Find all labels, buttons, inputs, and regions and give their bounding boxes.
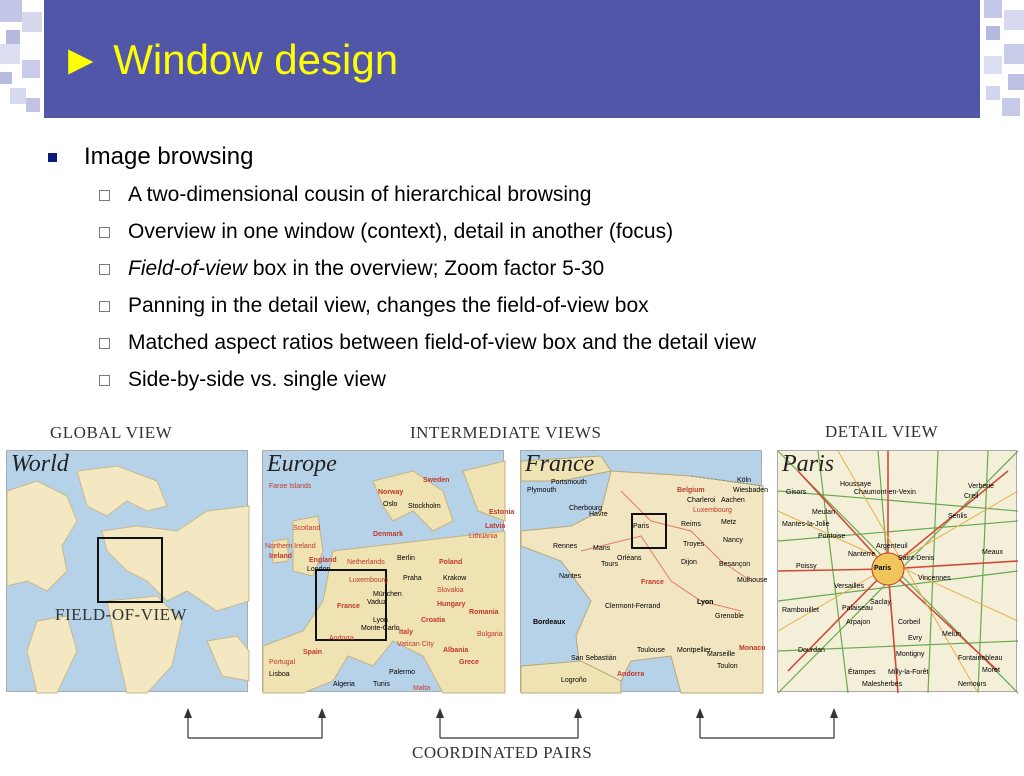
city-label: Vatican City (397, 641, 434, 648)
city-label: London (307, 566, 331, 573)
city-label: Toulouse (637, 647, 666, 654)
france-title: France (525, 451, 595, 477)
city-label: München (373, 591, 402, 598)
city-label: Poland (439, 559, 463, 566)
arrowhead-icon (696, 708, 704, 718)
city-label: Étampes (848, 669, 876, 676)
pair-link-middle (440, 716, 578, 738)
slide-title: ► Window design (60, 36, 399, 83)
sub-bullet-text: box in the overview; Zoom factor 5-30 (247, 257, 605, 280)
city-label: Reims (681, 521, 701, 528)
city-label: Bulgaria (477, 631, 503, 638)
city-label: Algeria (333, 681, 355, 688)
city-label: Norway (378, 489, 404, 496)
city-label: Dijon (681, 559, 697, 566)
city-label: Mantes-la-Jolie (782, 521, 830, 528)
city-label: Italy (399, 629, 414, 636)
city-label: Monaco (739, 645, 766, 652)
city-label: Arpajon (846, 619, 871, 626)
detail-view-label: DETAIL VIEW (825, 422, 939, 441)
city-label: Saclay (870, 599, 892, 606)
city-label: Luxembourg (693, 507, 732, 514)
city-label: Cherbourg (569, 505, 603, 512)
city-label: Andorra (329, 635, 354, 642)
city-label: Nancy (723, 537, 743, 544)
hollow-square-bullet-icon (99, 375, 110, 386)
city-label: Meaux (982, 549, 1004, 556)
city-label: Nantes (559, 573, 582, 580)
city-label: Romania (469, 609, 499, 616)
city-label: Krakow (443, 575, 467, 582)
city-label: Praha (403, 575, 422, 582)
city-label: Besançon (719, 561, 751, 568)
europe-title: Europe (267, 451, 337, 477)
city-label: Nemours (958, 681, 987, 688)
sub-bullet-text: Overview in one window (context), detail in another (focus) (128, 220, 674, 243)
city-label: Wiesbaden (733, 487, 769, 494)
hollow-square-bullet-icon (99, 227, 110, 238)
field-of-view-box (631, 513, 667, 549)
city-label: Palaiseau (842, 605, 873, 612)
city-label: Northern Ireland (265, 543, 316, 550)
world-title: World (11, 451, 69, 477)
city-label: Stockholm (408, 503, 441, 510)
sub-bullet (44, 250, 984, 287)
city-label: Senlis (948, 513, 968, 520)
city-label: Hungary (437, 601, 466, 608)
sub-bullet-text: Matched aspect ratios between field-of-view box and the detail view (128, 331, 757, 354)
city-label: Albania (443, 647, 469, 654)
city-label: Logroño (561, 677, 587, 684)
city-label: Argenteuil (876, 543, 908, 550)
city-label: Belgium (677, 487, 705, 494)
sub-bullet (44, 361, 984, 398)
city-label: Portsmouth (551, 479, 587, 486)
city-label: Melun (942, 631, 962, 638)
hollow-square-bullet-icon (99, 301, 110, 312)
city-label: Grenoble (715, 613, 744, 620)
hollow-square-bullet-icon (99, 190, 110, 201)
city-label: Rambouillet (782, 607, 819, 614)
city-label: Montigny (896, 651, 925, 658)
france-map (520, 450, 769, 692)
city-label: Montpellier (677, 647, 712, 654)
city-label: Corbeil (898, 619, 921, 626)
city-label: Paris (633, 523, 649, 530)
city-label: Metz (721, 519, 737, 526)
city-label: Havre (589, 511, 608, 518)
paris-map (777, 450, 1017, 692)
city-label: Meulan (812, 509, 835, 516)
sub-bullet-text: Panning in the detail view, changes the field-of-view box (128, 294, 649, 317)
sub-bullet-text: Side-by-side vs. single view (128, 368, 386, 391)
city-label: Berlin (397, 555, 415, 562)
city-label: Köln (737, 477, 752, 484)
bullet-main (44, 140, 984, 174)
city-label: France (641, 579, 664, 586)
city-label: Moret (982, 667, 1000, 674)
city-label: Dourdan (798, 647, 825, 654)
city-label: Bordeaux (533, 619, 566, 626)
sub-bullet-italic: Field-of-view (128, 257, 248, 280)
city-label: Saint-Denis (898, 555, 935, 562)
city-label: Lyon (373, 617, 388, 624)
city-label: Verberie (968, 483, 995, 490)
arrowhead-icon (436, 708, 444, 718)
city-label: Latvia (485, 523, 506, 530)
city-label: Clermont-Ferrand (605, 603, 661, 610)
arrowhead-icon (830, 708, 838, 718)
city-label: Nanterre (848, 551, 876, 558)
hollow-square-bullet-icon (99, 338, 110, 349)
bullet-list (44, 140, 984, 398)
city-label: Lithuania (469, 533, 498, 540)
city-label: Palermo (389, 669, 416, 676)
city-label: Creil (964, 493, 979, 500)
city-label: Spain (303, 649, 323, 656)
city-label: Evry (908, 635, 922, 642)
city-label: Marseille (707, 651, 736, 658)
arrowhead-icon (318, 708, 326, 718)
field-of-view-box (97, 537, 163, 603)
paris-title: Paris (782, 451, 835, 477)
city-label: Andorra (617, 671, 645, 678)
sub-bullet (44, 213, 984, 250)
city-label: Troyes (683, 541, 705, 548)
city-label: Grece (459, 659, 479, 666)
city-label: Slovakia (437, 587, 464, 594)
city-label: Toulon (717, 663, 738, 670)
sub-bullet-text: A two-dimensional cousin of hierarchical browsing (128, 183, 592, 206)
city-label: Aachen (721, 497, 745, 504)
city-label: Chaumont-en-Vexin (854, 489, 916, 496)
arrowhead-icon (574, 708, 582, 718)
city-label: Mans (593, 545, 611, 552)
city-label: Luxembourg (349, 577, 388, 584)
pair-link-right (700, 716, 834, 738)
city-label: England (309, 557, 337, 564)
hollow-square-bullet-icon (99, 264, 110, 275)
sub-bullet (44, 176, 984, 213)
city-label: San Sebastián (571, 655, 617, 662)
city-label: Netherlands (347, 559, 385, 566)
world-map (6, 450, 248, 692)
intermediate-views-label: INTERMEDIATE VIEWS (410, 423, 602, 442)
city-label: Rennes (553, 543, 578, 550)
city-label: France (337, 603, 360, 610)
city-label: Tours (601, 561, 619, 568)
city-label: Malta (413, 685, 431, 692)
city-label: Faroe Islands (269, 483, 312, 490)
city-label: Portugal (269, 659, 296, 666)
city-label: Charleroi (687, 497, 716, 504)
pair-link-left (188, 716, 322, 738)
sub-bullet (44, 324, 984, 361)
city-label: Tunis (373, 681, 390, 688)
bullet-main-text: Image browsing (84, 143, 254, 170)
city-label: Ireland (269, 553, 292, 560)
city-label: Croatia (421, 617, 446, 624)
city-label: Milly-la-Forêt (888, 669, 929, 676)
europe-map (262, 450, 515, 692)
city-label: Malesherbes (862, 681, 903, 688)
city-label: Pontoise (818, 533, 846, 540)
city-label: Poissy (796, 563, 817, 570)
global-view-label: GLOBAL VIEW (50, 423, 173, 442)
city-label: Estonia (489, 509, 515, 516)
square-bullet-icon (48, 153, 57, 162)
city-label: Scotland (293, 525, 321, 532)
arrowhead-icon (184, 708, 192, 718)
city-label: Sweden (423, 477, 450, 484)
city-label: Plymouth (527, 487, 557, 494)
city-label: Mulhouse (737, 577, 768, 584)
city-label: Vincennes (918, 575, 951, 582)
city-label: Versailles (834, 583, 864, 590)
city-label: Houssaye (840, 481, 872, 488)
city-label: Fontainebleau (958, 655, 1003, 662)
city-label: Vaduz (367, 599, 387, 606)
city-label: Paris (874, 565, 892, 572)
city-label: Lisboa (269, 671, 290, 678)
sub-bullet (44, 287, 984, 324)
title-bar (44, 0, 980, 118)
city-label: Denmark (373, 531, 403, 538)
city-label: Gisors (786, 489, 807, 496)
coordinated-pairs-arrows (0, 696, 1024, 776)
city-label: Oslo (383, 501, 398, 508)
coordinated-pairs-label: COORDINATED PAIRS (412, 743, 593, 762)
city-label: Lyon (697, 599, 714, 606)
field-of-view-label: FIELD-OF-VIEW (55, 605, 188, 624)
city-label: Monte-Carlo (361, 625, 400, 632)
city-label: Orléans (617, 555, 642, 562)
